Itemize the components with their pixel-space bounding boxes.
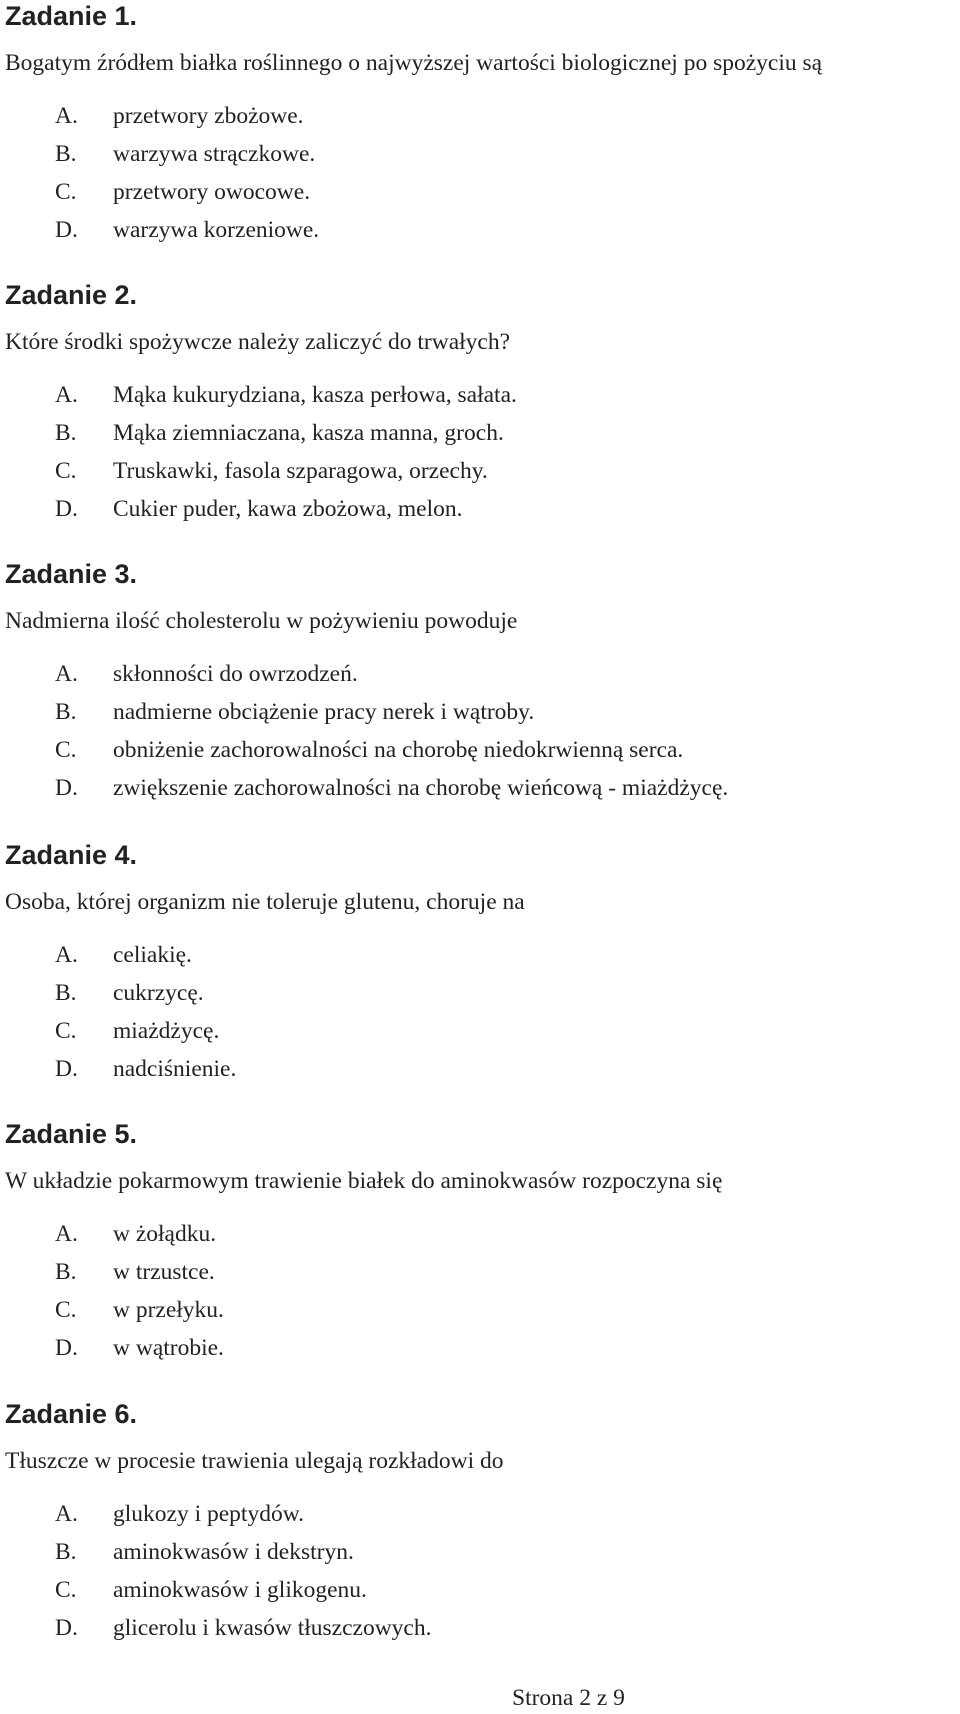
task-question: W układzie pokarmowym trawienie białek do aminokwasów rozpoczyna się bbox=[5, 1168, 723, 1194]
option-text: skłonności do owrzodzeń. bbox=[113, 661, 358, 687]
option-letter: B. bbox=[55, 1539, 77, 1565]
option-text: glicerolu i kwasów tłuszczowych. bbox=[113, 1615, 432, 1641]
option-a bbox=[0, 101, 960, 131]
option-d bbox=[0, 773, 960, 803]
option-b bbox=[0, 978, 960, 1008]
option-letter: C. bbox=[55, 179, 77, 205]
option-a bbox=[0, 1499, 960, 1529]
task-question: Nadmierna ilość cholesterolu w pożywieniu powoduje bbox=[5, 608, 518, 634]
task-title: Zadanie 6. bbox=[5, 1399, 138, 1429]
option-letter: A. bbox=[55, 1221, 78, 1247]
task-title: Zadanie 2. bbox=[5, 280, 138, 310]
option-a bbox=[0, 940, 960, 970]
option-letter: B. bbox=[55, 980, 77, 1006]
option-a bbox=[0, 380, 960, 410]
option-d bbox=[0, 1333, 960, 1363]
option-text: zwiększenie zachorowalności na chorobę wieńcową - miażdżycę. bbox=[113, 775, 729, 801]
option-d bbox=[0, 494, 960, 524]
option-letter: C. bbox=[55, 458, 77, 484]
option-text: Cukier puder, kawa zbożowa, melon. bbox=[113, 496, 463, 522]
option-text: w trzustce. bbox=[113, 1259, 215, 1285]
task-title: Zadanie 3. bbox=[5, 559, 138, 589]
option-letter: D. bbox=[55, 217, 78, 243]
option-text: Mąka kukurydziana, kasza perłowa, sałata. bbox=[113, 382, 517, 408]
option-text: nadciśnienie. bbox=[113, 1056, 237, 1082]
option-b bbox=[0, 697, 960, 727]
option-text: aminokwasów i glikogenu. bbox=[113, 1577, 367, 1603]
task-question: Które środki spożywcze należy zaliczyć do trwałych? bbox=[5, 329, 511, 355]
task-title: Zadanie 1. bbox=[5, 1, 138, 31]
option-letter: B. bbox=[55, 1259, 77, 1285]
option-text: celiakię. bbox=[113, 942, 192, 968]
task-title: Zadanie 5. bbox=[5, 1119, 138, 1149]
option-c bbox=[0, 1575, 960, 1605]
option-letter: B. bbox=[55, 699, 77, 725]
task-question: Tłuszcze w procesie trawienia ulegają rozkładowi do bbox=[5, 1448, 504, 1474]
page-number: Strona 2 z 9 bbox=[512, 1685, 625, 1711]
option-c bbox=[0, 735, 960, 765]
option-c bbox=[0, 1016, 960, 1046]
option-text: Truskawki, fasola szparagowa, orzechy. bbox=[113, 458, 488, 484]
option-text: warzywa strączkowe. bbox=[113, 141, 316, 167]
task-question: Osoba, której organizm nie toleruje glutenu, choruje na bbox=[5, 889, 525, 915]
option-d bbox=[0, 1613, 960, 1643]
option-b bbox=[0, 1257, 960, 1287]
option-text: przetwory zbożowe. bbox=[113, 103, 304, 129]
option-a bbox=[0, 1219, 960, 1249]
option-letter: D. bbox=[55, 1615, 78, 1641]
task-title: Zadanie 4. bbox=[5, 840, 138, 870]
option-text: przetwory owocowe. bbox=[113, 179, 311, 205]
option-text: w przełyku. bbox=[113, 1297, 224, 1323]
option-letter: C. bbox=[55, 1018, 77, 1044]
option-text: obniżenie zachorowalności na chorobę niedokrwienną serca. bbox=[113, 737, 684, 763]
option-letter: A. bbox=[55, 1501, 78, 1527]
option-letter: C. bbox=[55, 1577, 77, 1603]
option-letter: C. bbox=[55, 737, 77, 763]
option-c bbox=[0, 456, 960, 486]
task-question: Bogatym źródłem białka roślinnego o najwyższej wartości biologicznej po spożyciu są bbox=[5, 50, 823, 76]
option-text: Mąka ziemniaczana, kasza manna, groch. bbox=[113, 420, 504, 446]
option-text: glukozy i peptydów. bbox=[113, 1501, 305, 1527]
option-letter: B. bbox=[55, 420, 77, 446]
option-b bbox=[0, 418, 960, 448]
option-d bbox=[0, 215, 960, 245]
option-text: w wątrobie. bbox=[113, 1335, 224, 1361]
option-letter: A. bbox=[55, 103, 78, 129]
option-letter: A. bbox=[55, 942, 78, 968]
option-text: miażdżycę. bbox=[113, 1018, 220, 1044]
option-letter: D. bbox=[55, 1335, 78, 1361]
option-letter: C. bbox=[55, 1297, 77, 1323]
option-c bbox=[0, 177, 960, 207]
option-text: warzywa korzeniowe. bbox=[113, 217, 320, 243]
option-c bbox=[0, 1295, 960, 1325]
option-b bbox=[0, 1537, 960, 1567]
option-text: aminokwasów i dekstryn. bbox=[113, 1539, 354, 1565]
option-b bbox=[0, 139, 960, 169]
option-letter: A. bbox=[55, 661, 78, 687]
option-text: nadmierne obciążenie pracy nerek i wątroby. bbox=[113, 699, 535, 725]
option-d bbox=[0, 1054, 960, 1084]
option-a bbox=[0, 659, 960, 689]
option-text: w żołądku. bbox=[113, 1221, 217, 1247]
option-letter: D. bbox=[55, 496, 78, 522]
option-letter: B. bbox=[55, 141, 77, 167]
option-letter: D. bbox=[55, 1056, 78, 1082]
option-letter: A. bbox=[55, 382, 78, 408]
option-letter: D. bbox=[55, 775, 78, 801]
option-text: cukrzycę. bbox=[113, 980, 204, 1006]
